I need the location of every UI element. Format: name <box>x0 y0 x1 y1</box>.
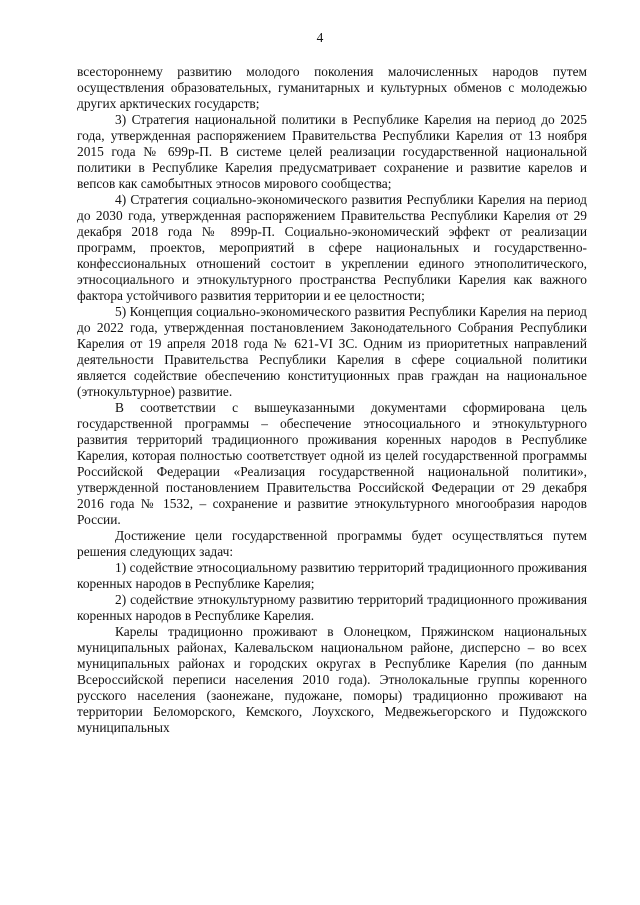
paragraph-concept-socioeconomic: 5) Концепция социально-экономического развития Республики Карелия на период до 2022 года, утвержденная постановлением Законодательного Собрания Республики Карелия от 19 апреля 2018 года № 621-VI ЗС. Одним из приоритетных направлений деятельности Правительства Республики Карелия в сфере социальной политики является содействие обеспечению конституционных прав граждан на национальное (этнокультурное) развитие. <box>77 304 587 399</box>
paragraph-task-2: 2) содействие этнокультурному развитию территорий традиционного проживания коренных народов в Республике Карелия. <box>77 592 587 623</box>
paragraph-tasks-intro: Достижение цели государственной программы будет осуществляться путем решения следующих задач: <box>77 528 587 559</box>
paragraph-karelians-residence: Карелы традиционно проживают в Олонецком, Пряжинском национальных муниципальных районах, Калевальском национальном районе, дисперсно – во всех муниципальных районах и городских округах в Республике Карелия (по данным Всероссийской переписи населения 2010 года). Этнолокальные группы коренного русского населения (заонежане, пудожане, поморы) традиционно проживают на территории Беломорского, Кемского, Лоухского, Медвежьегорского и Пудожского муниципальных <box>77 624 587 735</box>
paragraph-program-goal: В соответствии с вышеуказанными документами сформирована цель государственной программы – обеспечение этносоциального и этнокультурного развития территорий традиционного проживания коренных народов в Республике Карелия, которая полностью соответствует одной из целей государственной программы Российской Федерации «Реализация государственной национальной политики», утвержденной постановлением Правительства Российской Федерации от 29 декабря 2016 года № 1532, – сохранение и развитие этнокультурного многообразия народов России. <box>77 400 587 527</box>
paragraph-strategy-national-policy: 3) Стратегия национальной политики в Республике Карелия на период до 2025 года, утвержденная распоряжением Правительства Республики Карелия от 13 ноября 2015 года № 699р-П. В системе целей реализации государственной национальной политики в Республике Карелия предусматривает сохранение и развитие карелов и вепсов как самобытных этносов мирового сообщества; <box>77 112 587 191</box>
paragraph-task-1: 1) содействие этносоциальному развитию территорий традиционного проживания коренных народов в Республике Карелия; <box>77 560 587 591</box>
paragraph-continuation: всестороннему развитию молодого поколения малочисленных народов путем осуществления образовательных, гуманитарных и культурных обменов с молодежью других арктических государств; <box>77 64 587 111</box>
page-number: 4 <box>316 30 324 45</box>
paragraph-strategy-socioeconomic: 4) Стратегия социально-экономического развития Республики Карелия на период до 2030 года, утвержденная распоряжением Правительства Республики Карелия от 29 декабря 2018 года № 899р-П. Социально-экономический эффект от реализации программ, проектов, мероприятий в сфере национальных и государственно-конфессиональных отношений состоит в укреплении единого этнополитического, этносоциального и этнокультурного пространства Республики Карелия как важного фактора устойчивого развития территории и ее целостности; <box>77 192 587 303</box>
document-body <box>77 64 587 736</box>
